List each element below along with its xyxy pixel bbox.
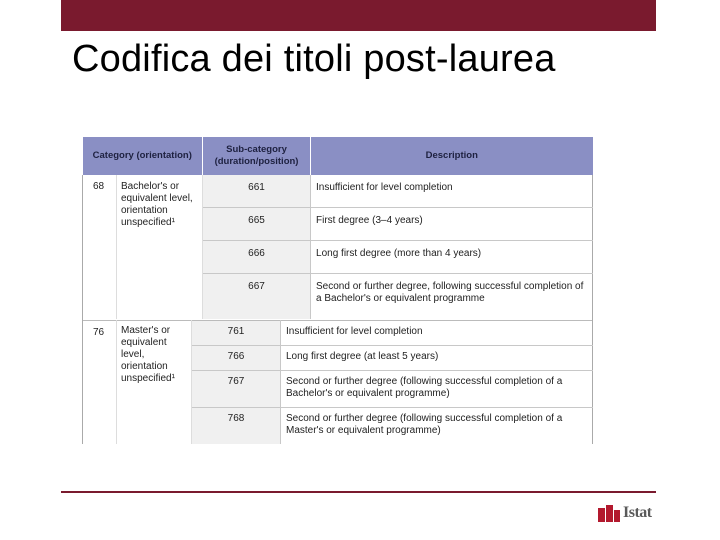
table-row [83, 321, 593, 346]
category-label: Bachelor's or equivalent level, orientation unspecified¹ [117, 175, 203, 319]
slide-title: Codifica dei titoli post-laurea [72, 38, 556, 80]
category-code: 68 [83, 175, 117, 319]
subcategory-description: Long first degree (more than 4 years) [311, 241, 593, 274]
bottom-accent-rule [61, 491, 656, 493]
subcategory-code: 665 [203, 208, 311, 241]
subcategory-description: Second or further degree, following successful completion of a Bachelor's or equivalent programme [311, 274, 593, 320]
subcategory-description: Insufficient for level completion [311, 175, 593, 208]
istat-logo-icon [598, 504, 620, 522]
subcategory-description: Long first degree (at least 5 years) [281, 346, 593, 371]
isced-table-level-7 [82, 320, 593, 444]
table-header-row [83, 137, 593, 175]
subcategory-code: 767 [192, 371, 281, 408]
subcategory-description: Insufficient for level completion [281, 321, 593, 346]
subcategory-code: 766 [192, 346, 281, 371]
logo-text: Istat [623, 504, 652, 521]
subcategory-description: Second or further degree (following successful completion of a Master's or equivalent programme) [281, 408, 593, 445]
header-category: Category (orientation) [83, 137, 203, 175]
istat-logo [598, 503, 658, 523]
subcategory-code: 667 [203, 274, 311, 320]
table-row [83, 175, 593, 208]
header-subcategory: Sub-category (duration/position) [203, 137, 311, 175]
category-label: Master's or equivalent level, orientation unspecified¹ [117, 321, 192, 445]
subcategory-code: 761 [192, 321, 281, 346]
isced-table-level-6 [82, 137, 593, 324]
subcategory-description: Second or further degree (following successful completion of a Bachelor's or equivalent programme) [281, 371, 593, 408]
subcategory-code: 666 [203, 241, 311, 274]
subcategory-code: 768 [192, 408, 281, 445]
category-code: 76 [83, 321, 117, 445]
subcategory-description: First degree (3–4 years) [311, 208, 593, 241]
top-accent-bar [61, 0, 656, 31]
header-description: Description [311, 137, 593, 175]
subcategory-code: 661 [203, 175, 311, 208]
